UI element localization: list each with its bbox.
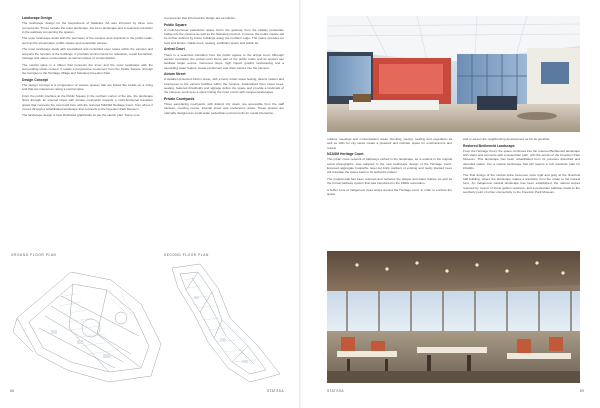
left-page-column-2 (164, 16, 284, 248)
body-paragraph: The design concept is a progression of various spaces that are linked like beads on a string and that are interwoven along a central spine. (22, 82, 153, 92)
section-heading: NZASM Heritage Court (327, 152, 364, 157)
body-paragraph: outdoor meetings and contemplation areas. Decking, paving, seating and vegetation as well as stilts for city views create a pleasant and intimate space for entertainment and retreat. (327, 137, 452, 150)
atrium-lobby-photo (327, 16, 580, 132)
body-paragraph: From the Heritage Court, the space continues into the restored Berlkeneld landscape with stairs and connects with a pedestrian path, with the terrain of the Freedom Park Museum. This landscape has been rehabilitated from its previous disturbed and denuded status, into a natural landscape that will require a soft wetlands path for inhabits. (463, 148, 580, 171)
staff-canteen-photo (327, 251, 580, 383)
body-paragraph: components that informed the design are as follows: (164, 16, 236, 20)
body-paragraph: A multi-functional pedestrian space forms the gateway from the railway pedestrian bridge into the campus as well as the Salvokop precinct. In future, the public square will be further defined by future buildings along the northern edge. The space provides for food and kiosks, shade trees, seating, exhibition space and public art. (164, 27, 284, 45)
right-running-footer: STATSSA (327, 389, 344, 393)
left-page-column-1 (22, 16, 153, 248)
second-floor-plan-label: SECOND FLOOR PLAN (164, 253, 209, 257)
section-heading: Design Concept (22, 77, 48, 82)
body-paragraph: The landscape design is best illustrated graphically as per the sketch plan. Some core (22, 113, 140, 118)
body-paragraph: The urban cross network of pathways etched in the landscape, as is evident in the original aerial photographs, was adopted in the new landscape design of the Heritage Court. Exposed aggregate footpaths, laser-cut brick markers of existing and newly planted trees will reinstate the space back to its authentic pattern. (327, 157, 452, 175)
body-paragraph: Three east-facing courtyards, with distinct city views, are accessible from the staff canteen, meeting rooms, internal street and conference areas. These spaces are optimally designed as small-scale pedestrian environments for social interaction, (164, 102, 284, 115)
body-paragraph: A buffer zone of indigenous trees wraps around the Heritage court, in order to enclose the space (327, 187, 452, 197)
ground-floor-plan-label: GROUND FLOOR PLAN (11, 253, 57, 257)
right-page-number: 69 (580, 389, 585, 393)
body-paragraph: A weather-protected Atrium street, with a lively urban street feeling, directs visitors and employees to the various facilities within the campus. Avalmalised ficus street trees, seating, featured thresholds and signage define the space and provide a landmark of the campus, serving as a spine linking the inner courts with campus landscapes. (164, 77, 284, 95)
section-heading: Landscape Design (22, 16, 52, 20)
body-paragraph: and to screen the neighbouring development as far as possible. (463, 137, 551, 141)
body-paragraph: The inner landscape deals with specialised and controlled open space within the campus and supports the function of the buildings. It provides environments for relaxation, social interaction, heritage and nature conservation as well as places of contemplation. (22, 47, 153, 60)
right-page-column-2 (463, 137, 580, 249)
second-floor-plan-drawing (164, 258, 288, 386)
left-running-footer: STATSSA (267, 389, 284, 393)
body-paragraph: The original wall has been restored and replaces the plaque and water feature as well as the formal pathway system that was introduced in the 1980s restoration. (327, 176, 452, 186)
body-paragraph: There is a seamless transition from the public square to the arrival court. Although access controlled, the arrival court forms part of the public realm and its spaces can facilitate larger events. Generous steps, high impact graphic landscaping and a cascading water feature create excitement and draw visitors into the campus. (164, 52, 284, 70)
body-paragraph: The landscape design for the Department of Statistics SA was informed by three core components. These include the outer landscape, the inner landscape and a seamless transition in the walkway connecting the spaces. (22, 21, 153, 34)
section-heading: Public Square (164, 22, 187, 27)
left-page-number: 68 (10, 389, 15, 393)
body-paragraph: The fluid design of the central spine becomes more rigid and gully at the historical hall building, where the landscape makes a transition from the urban to the natural form. An indigenous natural landscape has been established, the natural slopes restored by means of stone gabion retainers, and a pedestrian pathway leads to the southerly point of urban connectivity to the Freedom Park Museum. (463, 172, 580, 195)
body-paragraph: From the public interface at the Public Square in the northern corner of the site, the landscape flows through an internal street with private courtyards towards a multi-functional transition space that connects the new build form with the restored NZASM Heritage Court, from where it moves through a rehabilitated landscape that connects to the Freedom Park Museum. (22, 93, 153, 111)
body-paragraph: The outer landscape deals with the perimeter of the campus and responds to the public realm, such as the streetscape, public square and pedestrian access. (22, 36, 153, 45)
right-page-column-1 (327, 137, 452, 249)
section-heading: Atrium Street (164, 72, 186, 77)
ground-floor-plan-drawing (11, 258, 171, 386)
body-paragraph: The central spine is a ribbon that connects the inner and the outer landscape with the surrounding urban context. It retells a progressive movement from the Public Square, through the Campus to the Heritage Village and Salvokop Freedom Park. (22, 62, 153, 76)
section-heading: Restored Berlkeneld Landscape (463, 143, 515, 148)
section-heading: Arrival Court (164, 47, 185, 52)
page-gutter (299, 0, 301, 408)
section-heading: Private Courtyards (164, 96, 195, 101)
